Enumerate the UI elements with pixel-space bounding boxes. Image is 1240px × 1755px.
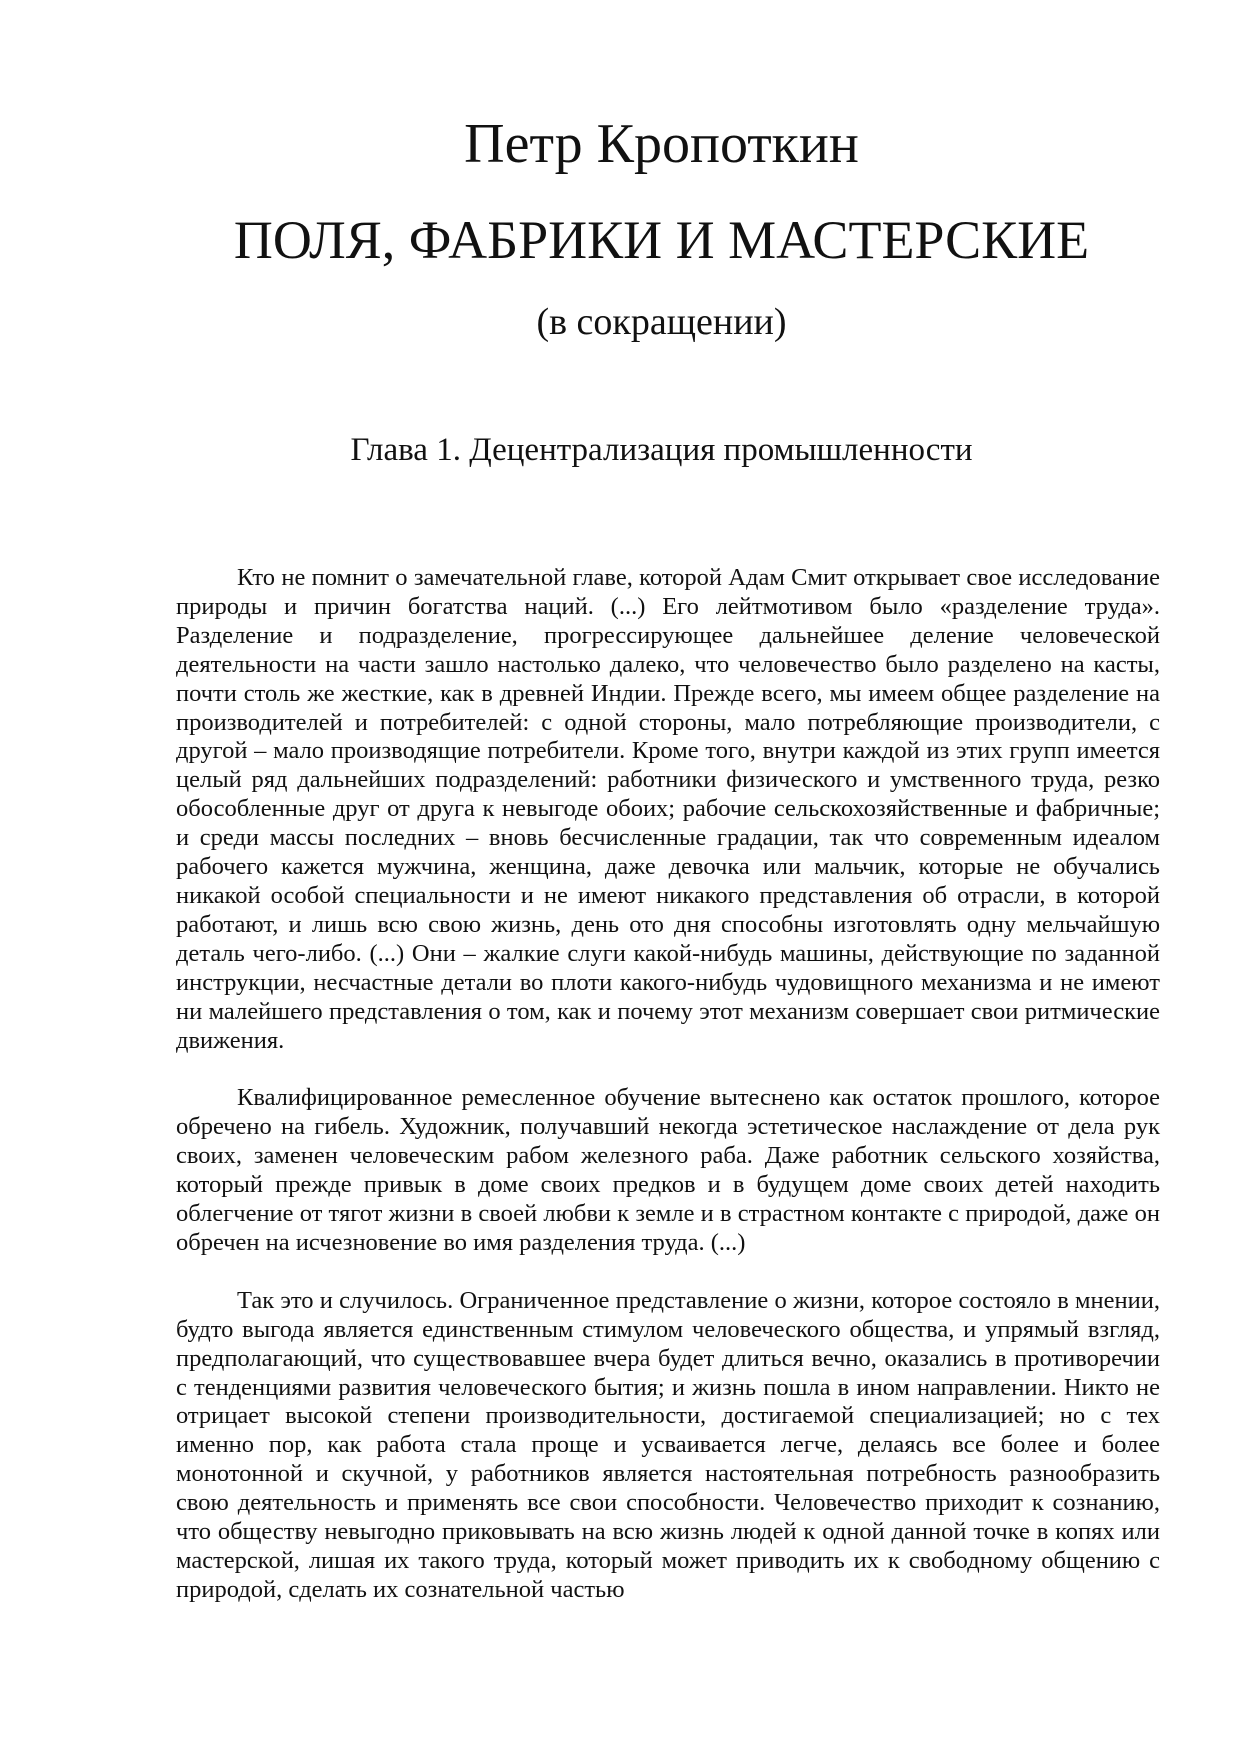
chapter-title: Глава 1. Децентрализация промышленности <box>350 432 973 468</box>
chapter-body <box>176 564 1160 1634</box>
paragraph: Квалифицированное ремесленное обучение вытеснено как остаток прошлого, которое обречено на гибель. Художник, получавший некогда эстетическое наслаждение от дела рук своих, заменен человеческим рабом железного раба. Даже работник сельского хозяйства, который прежде привык в доме своих предков и в будущем доме своих детей находить облегчение от тягот жизни в своей любви к земле и в страстном контакте с природой, даже он обречен на исчезновение во имя разделения труда. (...) <box>176 1084 1160 1256</box>
paragraph: Кто не помнит о замечательной главе, которой Адам Смит открывает свое исследование природы и причин богатства наций. (...) Его лейтмотивом было «разделение труда». Разделение и подразделение, прогрессирующее дальнейшее деление человеческой деятельности на части зашло настолько далеко, что человечество было разделено на касты, почти столь же жесткие, как в древней Индии. Прежде всего, мы имеем общее разделение на производителей и потребителей: с одной стороны, мало потребляющие производители, с другой – мало производящие потребители. Кроме того, внутри каждой из этих групп имеется целый ряд дальнейших подразделений: работники физического и умственного труда, резко обособленные друг от друга к невыгоде обоих; рабочие сельскохозяйственные и фабричные; и среди массы последних – вновь бесчисленные градации, так что современным идеалом рабочего кажется мужчина, женщина, даже девочка или мальчик, которые не обучались никакой особой специальности и не имеют никакого представления об отрасли, в которой работают, и лишь всю свою жизнь, день ото дня способны изготовлять одну мельчайшую деталь чего-либо. (...) Они – жалкие слуги какой-нибудь машины, действующие по заданной инструкции, несчастные детали во плоти какого-нибудь чудовищного механизма и не имеют ни малейшего представления о том, как и почему этот механизм совершает свои ритмические движения. <box>176 564 1160 1054</box>
author-name: Петр Кропоткин <box>464 113 859 175</box>
paragraph: Так это и случилось. Ограниченное представление о жизни, которое состояло в мнении, будто выгода является единственным стимулом человеческого общества, и упрямый взгляд, предполагающий, что существовавшее вчера будет длиться вечно, оказались в противоречии с тенденциями развития человеческого бытия; и жизнь пошла в ином направлении. Никто не отрицает высокой степени производительности, достигаемой специализацией; но с тех именно пор, как работа стала проще и усваивается легче, делаясь все более и более монотонной и скучной, у работников является настоятельная потребность разнообразить свою деятельность и применять все свои способности. Человечество приходит к сознанию, что обществу невыгодно приковывать на всю жизнь людей к одной данной точке в копях или мастерской, лишая их такого труда, который может приводить их к свободному общению с природой, сделать их сознательной частью <box>176 1286 1160 1603</box>
book-title: ПОЛЯ, ФАБРИКИ И МАСТЕРСКИЕ <box>233 210 1090 270</box>
book-subtitle: (в сокращении) <box>536 301 787 343</box>
